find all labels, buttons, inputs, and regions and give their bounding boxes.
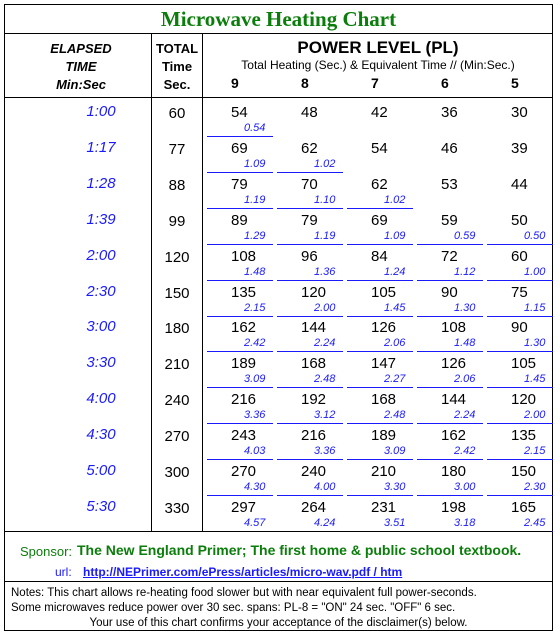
power-seconds-cell: 96 <box>301 247 318 265</box>
elapsed-time-cell: 1:00 <box>86 103 116 120</box>
power-seconds-cell: 192 <box>301 391 327 409</box>
equivalent-time-cell: 1.29 <box>244 229 266 242</box>
equivalent-time-cell: 2.30 <box>524 481 546 493</box>
equivalent-time-cell: 2.27 <box>384 373 406 386</box>
elapsed-time-cell: 1:17 <box>86 138 116 156</box>
power-seconds-cell: 135 <box>231 283 257 301</box>
equivalent-time-cell: 1.12 <box>454 265 476 278</box>
power-seconds-cell: 297 <box>231 498 257 516</box>
total-seconds-cell: 77 <box>168 140 186 158</box>
chart-frame <box>4 4 553 631</box>
power-seconds-cell: 150 <box>511 463 537 480</box>
power-level-5: 5 <box>511 75 519 91</box>
total-seconds-cell: 300 <box>164 464 190 481</box>
power-seconds-cell: 231 <box>371 498 397 516</box>
equivalent-time-cell: 2.00 <box>524 409 546 422</box>
power-seconds-cell: 243 <box>231 427 257 445</box>
power-seconds-cell: 90 <box>441 283 458 301</box>
total-header-line1: TOTAL <box>155 41 199 56</box>
table-row <box>5 134 552 170</box>
power-seconds-cell: 50 <box>511 211 528 229</box>
total-seconds-cell: 99 <box>168 212 186 230</box>
equivalent-time-cell: 2.42 <box>454 445 476 458</box>
total-seconds-cell: 270 <box>164 428 190 446</box>
elapsed-time-cell: 5:00 <box>86 462 116 479</box>
equivalent-time-cell: 3.36 <box>244 409 266 422</box>
table-row <box>5 349 552 385</box>
power-level-title: POWER LEVEL (PL) <box>297 38 459 57</box>
elapsed-time-cell: 5:30 <box>86 497 116 515</box>
power-seconds-cell: 89 <box>231 211 248 229</box>
equivalent-time-cell: 3.09 <box>384 445 406 458</box>
equivalent-time-cell: 2.15 <box>524 445 546 458</box>
equivalent-time-cell: 3.18 <box>454 516 476 529</box>
equivalent-time-cell: 2.42 <box>244 337 266 350</box>
table-row <box>5 98 552 134</box>
equivalent-time-cell: 3.00 <box>454 481 476 493</box>
table-header <box>5 34 552 98</box>
power-seconds-cell: 44 <box>511 175 528 193</box>
power-seconds-cell: 46 <box>441 139 458 157</box>
power-seconds-cell: 210 <box>371 463 397 480</box>
power-seconds-cell: 72 <box>441 247 458 265</box>
equivalent-time-cell: 1.30 <box>524 337 546 350</box>
power-seconds-cell: 105 <box>511 355 537 373</box>
power-level-8: 8 <box>301 75 309 91</box>
equivalent-time-cell: 1.48 <box>454 337 476 350</box>
elapsed-time-cell: 4:30 <box>86 426 116 444</box>
power-seconds-cell: 69 <box>231 139 248 157</box>
power-seconds-cell: 144 <box>441 391 467 409</box>
equivalent-time-cell: 2.24 <box>454 409 476 422</box>
table-row <box>5 493 552 529</box>
equivalent-time-cell: 0.50 <box>524 229 546 242</box>
power-seconds-cell: 240 <box>301 463 327 480</box>
table-row <box>5 313 552 349</box>
sponsor-text: The New England Primer; The first home & public school textbook. <box>77 542 522 558</box>
table-row <box>5 206 552 242</box>
power-seconds-cell: 189 <box>371 427 397 445</box>
note-line: Some microwaves reduce power over 30 sec. spans: PL-8 = "ON" 24 sec. "OFF" 6 sec. <box>11 602 456 614</box>
power-seconds-cell: 70 <box>301 175 318 193</box>
sponsor-label: Sponsor: <box>20 544 73 559</box>
table-row <box>5 278 552 314</box>
equivalent-time-cell: 0.54 <box>244 122 266 134</box>
table-row <box>5 242 552 278</box>
equivalent-time-cell: 4.00 <box>314 481 336 493</box>
sponsor-section <box>5 531 552 582</box>
power-seconds-cell: 30 <box>511 104 528 121</box>
power-seconds-cell: 53 <box>441 175 458 193</box>
equivalent-time-cell: 1.15 <box>524 301 546 314</box>
power-seconds-cell: 105 <box>371 283 397 301</box>
power-seconds-cell: 69 <box>371 211 388 229</box>
equivalent-time-cell: 1.24 <box>384 265 406 278</box>
power-seconds-cell: 42 <box>371 104 388 121</box>
equivalent-time-cell: 1.19 <box>314 229 336 242</box>
power-seconds-cell: 126 <box>371 319 397 337</box>
power-seconds-cell: 79 <box>301 211 318 229</box>
total-seconds-cell: 60 <box>168 105 186 122</box>
power-seconds-cell: 60 <box>511 247 528 265</box>
power-seconds-cell: 90 <box>511 319 528 337</box>
equivalent-time-cell: 3.30 <box>384 481 406 493</box>
power-seconds-cell: 168 <box>301 355 327 373</box>
total-seconds-cell: 240 <box>164 392 190 410</box>
power-seconds-cell: 147 <box>371 355 397 373</box>
equivalent-time-cell: 1.48 <box>244 265 266 278</box>
power-level-9: 9 <box>231 75 239 91</box>
power-seconds-cell: 62 <box>371 175 388 193</box>
elapsed-time-cell: 3:30 <box>86 354 116 372</box>
equivalent-time-cell: 2.45 <box>524 516 546 529</box>
power-seconds-cell: 54 <box>231 104 248 121</box>
power-seconds-cell: 75 <box>511 283 528 301</box>
equivalent-time-cell: 1.09 <box>244 157 266 170</box>
equivalent-time-cell: 2.00 <box>314 301 336 314</box>
table-row <box>5 457 552 493</box>
power-seconds-cell: 216 <box>231 391 257 409</box>
power-seconds-cell: 84 <box>371 247 388 265</box>
note-line: Notes: This chart allows re-heating food slower but with near equivalent full power-seconds. <box>11 587 477 599</box>
power-seconds-cell: 79 <box>231 175 248 193</box>
power-seconds-cell: 59 <box>441 211 458 229</box>
chart-title: Microwave Heating Chart <box>5 5 552 34</box>
total-seconds-cell: 120 <box>164 248 190 266</box>
power-level-subtitle: Total Heating (Sec.) & Equivalent Time // (Min:Sec.) <box>241 58 515 72</box>
equivalent-time-cell: 4.57 <box>244 516 266 529</box>
table-row <box>5 170 552 206</box>
total-seconds-cell: 180 <box>164 320 190 338</box>
power-seconds-cell: 54 <box>371 139 388 157</box>
total-header-line2: Time <box>161 59 193 74</box>
equivalent-time-cell: 1.45 <box>524 373 546 386</box>
power-level-7: 7 <box>371 75 379 91</box>
table-row <box>5 385 552 421</box>
power-seconds-cell: 108 <box>231 247 257 265</box>
equivalent-time-cell: 1.02 <box>314 157 336 170</box>
equivalent-time-cell: 2.15 <box>244 301 266 314</box>
equivalent-time-cell: 1.19 <box>244 193 266 206</box>
equivalent-time-cell: 0.59 <box>454 229 476 242</box>
elapsed-header-line1: ELAPSED <box>50 41 112 56</box>
power-seconds-cell: 120 <box>301 283 327 301</box>
equivalent-time-cell: 1.09 <box>384 229 406 242</box>
power-seconds-cell: 120 <box>511 391 537 409</box>
equivalent-time-cell: 2.06 <box>384 337 406 350</box>
equivalent-time-cell: 3.51 <box>384 516 406 529</box>
elapsed-time-cell: 1:39 <box>86 210 116 228</box>
power-seconds-cell: 165 <box>511 498 537 516</box>
elapsed-time-cell: 2:00 <box>86 246 116 264</box>
power-seconds-cell: 135 <box>511 427 537 445</box>
equivalent-time-cell: 1.00 <box>524 265 546 278</box>
power-seconds-cell: 62 <box>301 139 318 157</box>
equivalent-time-cell: 1.02 <box>384 193 406 206</box>
equivalent-time-cell: 2.24 <box>314 337 336 350</box>
power-seconds-cell: 216 <box>301 427 327 445</box>
elapsed-header-line3: Min:Sec <box>56 77 106 92</box>
elapsed-time-header <box>5 34 152 97</box>
total-seconds-cell: 330 <box>164 499 190 517</box>
table-body <box>5 98 552 531</box>
table-row <box>5 421 552 457</box>
power-seconds-cell: 264 <box>301 498 327 516</box>
power-seconds-cell: 270 <box>231 463 257 480</box>
equivalent-time-cell: 1.30 <box>454 301 476 314</box>
total-time-header <box>152 34 203 97</box>
power-seconds-cell: 39 <box>511 139 528 157</box>
equivalent-time-cell: 3.36 <box>314 445 336 458</box>
equivalent-time-cell: 2.48 <box>314 373 336 386</box>
total-seconds-cell: 150 <box>164 284 190 302</box>
total-seconds-cell: 88 <box>168 176 186 194</box>
power-level-6: 6 <box>441 75 449 91</box>
url-label: url: <box>55 565 72 579</box>
power-seconds-cell: 36 <box>441 104 458 121</box>
equivalent-time-cell: 2.48 <box>384 409 406 422</box>
equivalent-time-cell: 3.12 <box>314 409 336 422</box>
elapsed-time-cell: 2:30 <box>86 282 116 300</box>
elapsed-time-cell: 1:28 <box>86 174 116 192</box>
power-seconds-cell: 144 <box>301 319 327 337</box>
power-seconds-cell: 108 <box>441 319 467 337</box>
total-header-line3: Sec. <box>163 77 191 92</box>
power-seconds-cell: 198 <box>441 498 467 516</box>
equivalent-time-cell: 1.10 <box>314 193 336 206</box>
elapsed-time-cell: 4:00 <box>86 390 116 408</box>
equivalent-time-cell: 4.24 <box>314 516 336 529</box>
power-seconds-cell: 162 <box>441 427 467 445</box>
power-seconds-cell: 168 <box>371 391 397 409</box>
elapsed-header-line2: TIME <box>65 59 97 74</box>
equivalent-time-cell: 3.09 <box>244 373 266 386</box>
sponsor-url-link[interactable]: http://NEPrimer.com/ePress/articles/micro-wav.pdf / htm <box>83 565 403 579</box>
equivalent-time-cell: 1.45 <box>384 301 406 314</box>
equivalent-time-cell: 1.36 <box>314 265 336 278</box>
total-seconds-cell: 210 <box>164 356 190 374</box>
power-seconds-cell: 126 <box>441 355 467 373</box>
equivalent-time-cell: 2.06 <box>454 373 476 386</box>
notes-section <box>5 581 552 632</box>
power-seconds-cell: 180 <box>441 463 467 480</box>
note-line: Your use of this chart confirms your acceptance of the disclaimer(s) below. <box>89 617 468 629</box>
equivalent-time-cell: 4.30 <box>244 481 266 493</box>
elapsed-time-cell: 3:00 <box>86 318 116 336</box>
equivalent-time-cell: 4.03 <box>244 445 266 458</box>
power-seconds-cell: 189 <box>231 355 257 373</box>
power-seconds-cell: 162 <box>231 319 257 337</box>
power-seconds-cell: 48 <box>301 104 318 121</box>
